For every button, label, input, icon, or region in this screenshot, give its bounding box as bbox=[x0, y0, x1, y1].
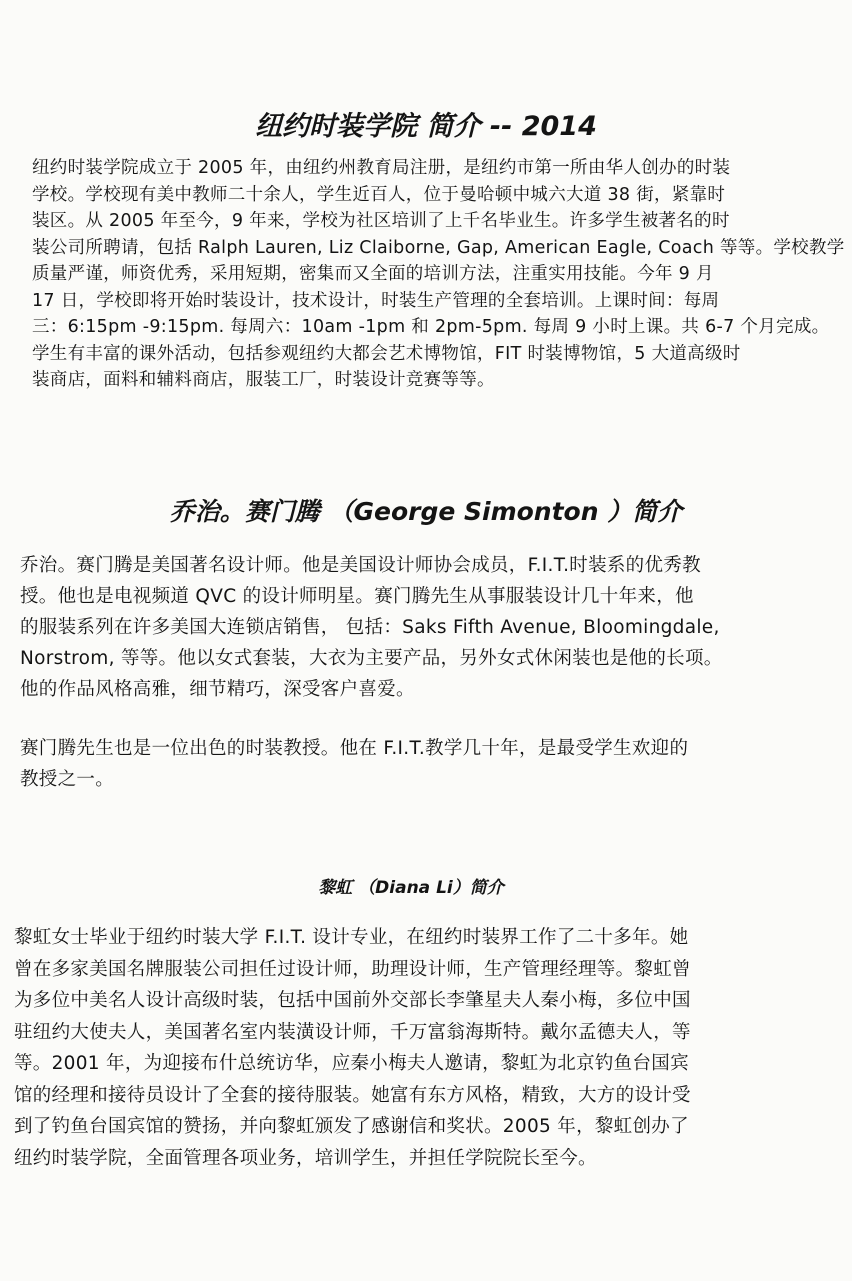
paragraph-line: 黎虹女士毕业于纽约时装大学 F.I.T. 设计专业，在纽约时装界工作了二十多年。她 bbox=[14, 927, 689, 948]
paragraph-line: 纽约时装学院成立于 2005 年，由纽约州教育局注册，是纽约市第一所由华人创办的时装 bbox=[32, 158, 731, 178]
simonton-intro-title: 乔治。赛门腾 （George Simonton ）简介 bbox=[169, 497, 683, 526]
paragraph-line: 的服装系列在许多美国大连锁店销售， 包括：Saks Fifth Avenue, Bloomingdale, bbox=[20, 617, 720, 638]
paragraph-line: 授。他也是电视频道 QVC 的设计师明星。赛门腾先生从事服装设计几十年来，他 bbox=[20, 586, 694, 607]
paragraph-line: 装商店，面料和辅料商店，服装工厂，时装设计竞赛等等。 bbox=[32, 370, 495, 390]
paragraph-line: 驻纽约大使夫人，美国著名室内装潢设计师，千万富翁海斯特。戴尔孟德夫人，等 bbox=[14, 1021, 691, 1043]
paragraph-line: 赛门腾先生也是一位出色的时装教授。他在 F.I.T.教学几十年，是最受学生欢迎的 bbox=[20, 738, 689, 759]
paragraph-line: 三：6:15pm -9:15pm. 每周六：10am -1pm 和 2pm-5pm. 每周 9 小时上课。共 6-7 个月完成。 bbox=[32, 317, 830, 337]
paragraph-line: 装公司所聘请，包括 Ralph Lauren, Liz Claiborne, Gap, American Eagle, Coach 等等。学校教学 bbox=[32, 237, 845, 258]
paragraph-line: 教授之一。 bbox=[20, 769, 115, 790]
school-intro-paragraph bbox=[32, 155, 845, 394]
paragraph-line: 乔治。赛门腾是美国著名设计师。他是美国设计师协会成员，F.I.T.时装系的优秀教 bbox=[20, 555, 701, 576]
paragraph-line: 到了钓鱼台国宾馆的赞扬，并向黎虹颁发了感谢信和奖状。2005 年，黎虹创办了 bbox=[14, 1116, 689, 1137]
paragraph-line: 为多位中美名人设计高级时装，包括中国前外交部长李肇星夫人秦小梅，多位中国 bbox=[14, 990, 691, 1011]
paragraph-line: 等。2001 年，为迎接布什总统访华，应秦小梅夫人邀请，黎虹为北京钓鱼台国宾 bbox=[14, 1053, 689, 1074]
simonton-bio-paragraph bbox=[20, 550, 723, 705]
paragraph-line: 质量严谨，师资优秀，采用短期，密集而又全面的培训方法，注重实用技能。今年 9 月 bbox=[32, 264, 714, 284]
simonton-teaching-paragraph bbox=[20, 733, 688, 795]
paragraph-line: 纽约时装学院，全面管理各项业务，培训学生，并担任学院院长至今。 bbox=[14, 1147, 597, 1169]
paragraph-line: Norstrom, 等等。他以女式套装，大衣为主要产品，另外女式休闲装也是他的长项。 bbox=[20, 648, 723, 669]
paragraph-line: 学校。学校现有美中教师二十余人，学生近百人，位于曼哈顿中城六大道 38 街，紧靠时 bbox=[32, 184, 726, 205]
paragraph-line: 曾在多家美国名牌服装公司担任过设计师，助理设计师，生产管理经理等。黎虹曾 bbox=[14, 958, 691, 980]
paragraph-line: 学生有丰富的课外活动，包括参观纽约大都会艺术博物馆，FIT 时装博物馆，5 大道高级时 bbox=[32, 343, 741, 364]
paragraph-line: 装区。从 2005 年至今，9 年来，学校为社区培训了上千名毕业生。许多学生被著名的时 bbox=[32, 211, 730, 231]
paragraph-line: 馆的经理和接待员设计了全套的接待服装。她富有东方风格，精致，大方的设计受 bbox=[14, 1084, 691, 1106]
diana-bio-paragraph bbox=[14, 922, 691, 1174]
paragraph-line: 17 日，学校即将开始时装设计，技术设计，时装生产管理的全套培训。上课时间：每周 bbox=[32, 290, 720, 311]
paragraph-line: 他的作品风格高雅，细节精巧，深受客户喜爱。 bbox=[20, 679, 415, 700]
diana-intro-title: 黎虹 （Diana Li）简介 bbox=[318, 878, 504, 898]
school-intro-title: 纽约时装学院 简介 -- 2014 bbox=[255, 111, 597, 142]
